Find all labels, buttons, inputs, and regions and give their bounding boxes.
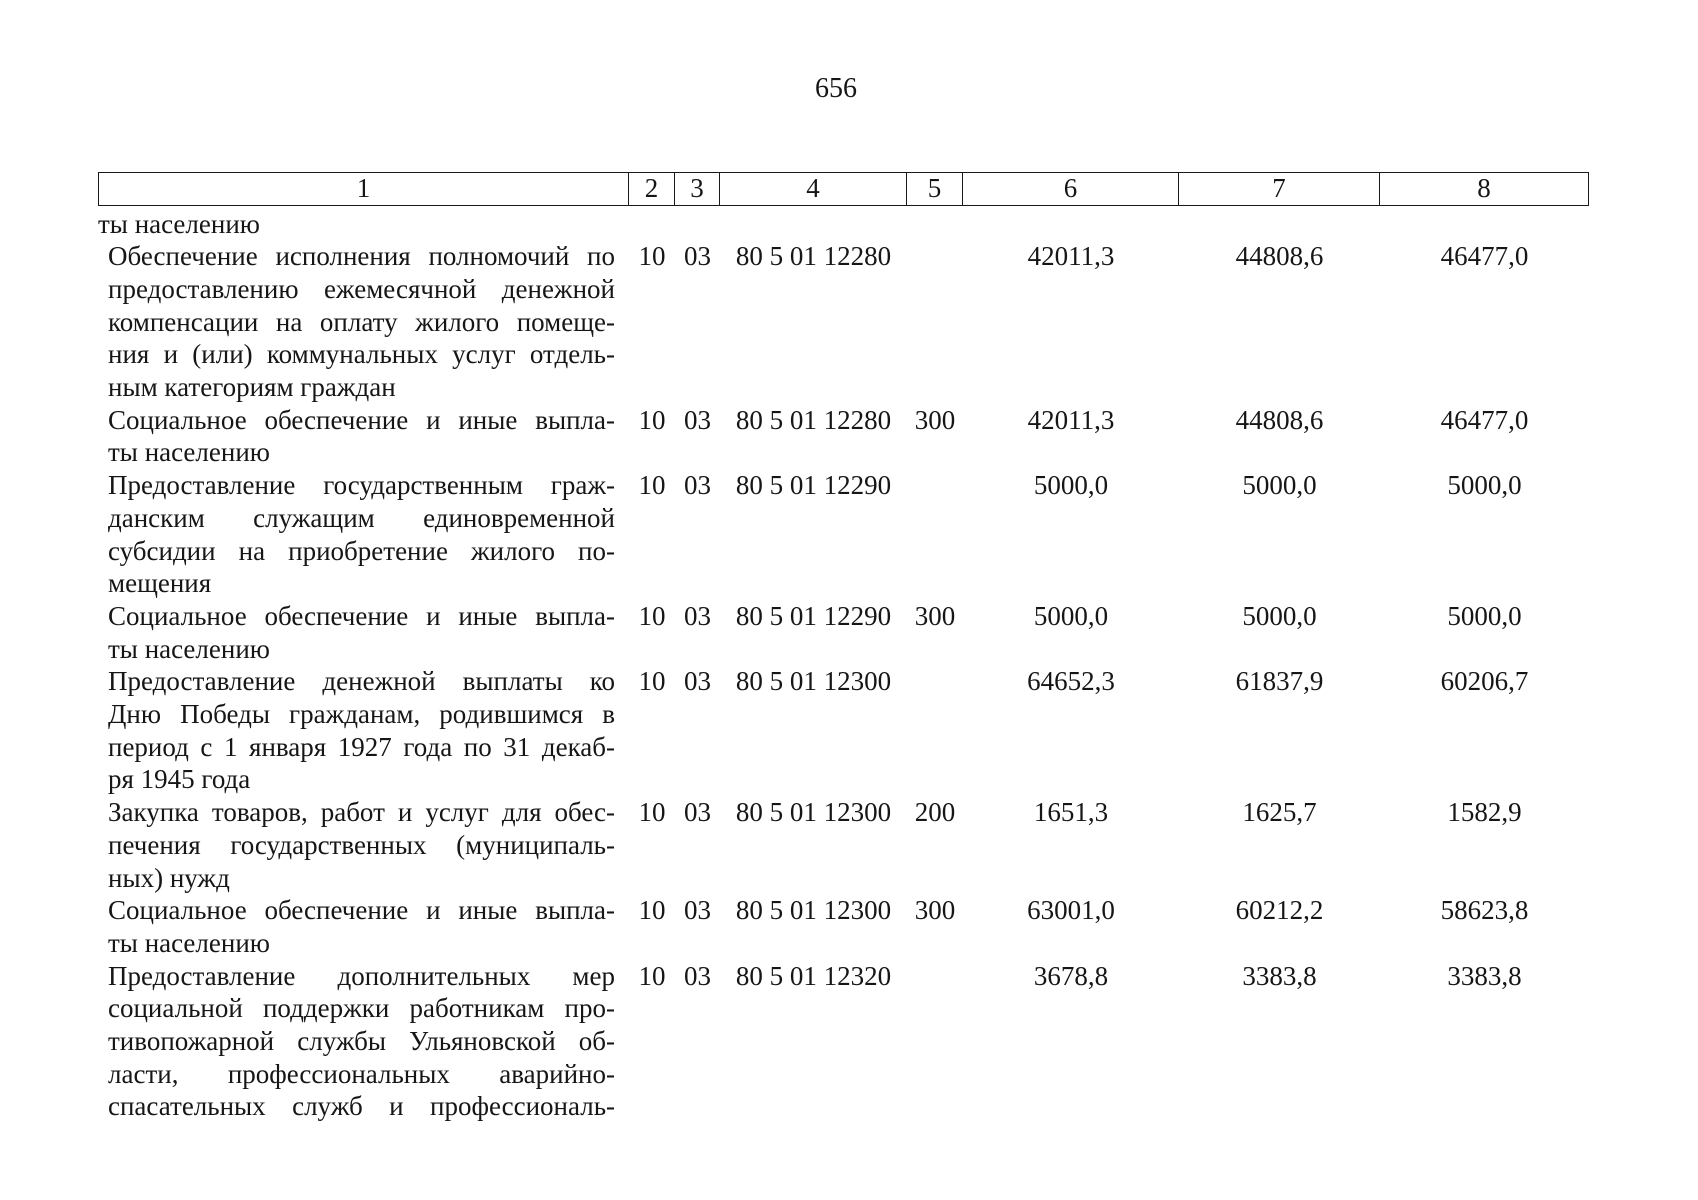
- description-line: данским служащим единовременной: [108, 502, 615, 533]
- column-header: 6: [963, 172, 1179, 206]
- description-line: ния и (или) коммунальных услуг отдель-: [108, 339, 615, 370]
- col3-value: [675, 208, 720, 241]
- description-line: Предоставление денежной выплаты ко: [108, 666, 615, 697]
- col4-value: 80 5 01 12300: [735, 895, 892, 926]
- col6-value: 63001,0: [1027, 895, 1115, 926]
- description-line: тивопожарной службы Ульяновской об-: [108, 1026, 615, 1057]
- table-row: [98, 894, 1589, 959]
- col6-value: [963, 208, 1179, 241]
- col6-value: 42011,3: [1027, 241, 1115, 272]
- table-row: [98, 469, 1589, 600]
- col5-value: [907, 208, 963, 241]
- row-description: [98, 208, 629, 241]
- table-row: [98, 960, 1589, 1124]
- description-line: ты населению: [108, 633, 270, 664]
- description-line: Социальное обеспечение и иные выпла-: [108, 404, 615, 435]
- col5-value: 300: [914, 600, 956, 631]
- col4-value: 80 5 01 12290: [735, 600, 892, 631]
- row-description: [98, 404, 629, 469]
- col2-value: 10: [638, 600, 666, 631]
- description-line: Закупка товаров, работ и услуг для обес-: [108, 797, 615, 828]
- col3-value: 03: [684, 404, 711, 435]
- col7-value: 60212,2: [1235, 895, 1324, 926]
- col4-value: 80 5 01 12280: [735, 241, 892, 272]
- col2-value: 10: [638, 404, 666, 435]
- col8-value: 60206,7: [1440, 666, 1529, 697]
- col8-value: 1582,9: [1447, 797, 1522, 828]
- column-header: 4: [720, 172, 907, 206]
- description-line: мещения: [108, 568, 212, 599]
- col5-value: [907, 469, 963, 600]
- col6-value: 5000,0: [1033, 600, 1109, 631]
- description-line: Социальное обеспечение и иные выпла-: [108, 600, 615, 631]
- col8-value: 5000,0: [1447, 600, 1522, 631]
- col2-value: 10: [638, 797, 666, 828]
- col8-value: [1380, 208, 1589, 241]
- col6-value: 64652,3: [1027, 666, 1115, 697]
- row-description: [98, 469, 629, 600]
- table-row: [98, 208, 1589, 241]
- row-description: [98, 665, 629, 796]
- description-line: Социальное обеспечение и иные выпла-: [108, 895, 615, 926]
- row-description: [98, 600, 629, 665]
- description-line: ря 1945 года: [108, 764, 251, 795]
- description-line: ты населению: [108, 437, 270, 468]
- col5-value: 300: [914, 895, 956, 926]
- page-number: 656: [815, 73, 857, 104]
- col7-value: 61837,9: [1235, 666, 1324, 697]
- description-line: ных) нужд: [108, 862, 230, 893]
- col5-value: 300: [914, 404, 956, 435]
- column-header: 5: [907, 172, 963, 206]
- col4-value: 80 5 01 12280: [735, 404, 892, 435]
- description-line: ты населению: [98, 208, 260, 239]
- col3-value: 03: [684, 470, 711, 501]
- col7-value: 5000,0: [1242, 470, 1317, 501]
- description-line: Предоставление государственным граж-: [108, 470, 615, 501]
- col7-value: 44808,6: [1235, 404, 1324, 435]
- row-description: [98, 960, 629, 1124]
- description-line: ласти, профессиональных аварийно-: [108, 1058, 615, 1089]
- col3-value: 03: [684, 797, 711, 828]
- col3-value: 03: [684, 895, 711, 926]
- data-table: [98, 172, 1589, 1123]
- description-line: ным категориям граждан: [108, 372, 396, 403]
- col2-value: [629, 208, 675, 241]
- column-header: 7: [1179, 172, 1380, 206]
- column-header: 8: [1380, 172, 1589, 206]
- col7-value: 44808,6: [1235, 241, 1324, 272]
- col3-value: 03: [684, 666, 711, 697]
- col8-value: 46477,0: [1440, 241, 1529, 272]
- col6-value: 1651,3: [1033, 797, 1109, 828]
- col4-value: 80 5 01 12300: [735, 666, 892, 697]
- row-description: [98, 240, 629, 404]
- col4-value: 80 5 01 12290: [735, 470, 892, 501]
- description-line: компенсации на оплату жилого помеще-: [108, 306, 615, 337]
- table-row: [98, 404, 1589, 469]
- col5-value: [907, 665, 963, 796]
- description-line: предоставлению ежемесячной денежной: [108, 273, 615, 304]
- row-description: [98, 894, 629, 959]
- col2-value: 10: [638, 895, 666, 926]
- column-header: 3: [675, 172, 720, 206]
- description-line: ты населению: [108, 927, 270, 958]
- description-line: субсидии на приобретение жилого по-: [108, 535, 615, 566]
- col3-value: 03: [684, 960, 711, 991]
- row-description: [98, 796, 629, 894]
- col4-value: [720, 208, 907, 241]
- description-line: спасательных служб и профессиональ-: [108, 1091, 615, 1122]
- col4-value: 80 5 01 12320: [735, 960, 892, 991]
- col6-value: 42011,3: [1027, 404, 1115, 435]
- col8-value: 58623,8: [1440, 895, 1529, 926]
- column-header: 2: [629, 172, 675, 206]
- col8-value: 46477,0: [1440, 404, 1529, 435]
- col2-value: 10: [638, 960, 666, 991]
- col3-value: 03: [684, 241, 711, 272]
- col2-value: 10: [638, 666, 666, 697]
- description-line: Обеспечение исполнения полномочий по: [108, 241, 615, 272]
- col7-value: [1179, 208, 1380, 241]
- description-line: социальной поддержки работникам про-: [108, 993, 615, 1024]
- table-row: [98, 600, 1589, 665]
- col6-value: 5000,0: [1033, 470, 1109, 501]
- description-line: печения государственных (муниципаль-: [108, 829, 615, 860]
- table-row: [98, 796, 1589, 894]
- col7-value: 5000,0: [1242, 600, 1317, 631]
- col7-value: 3383,8: [1242, 960, 1317, 991]
- col4-value: 80 5 01 12300: [735, 797, 892, 828]
- description-line: Предоставление дополнительных мер: [108, 960, 615, 991]
- col6-value: 3678,8: [1033, 960, 1109, 991]
- col2-value: 10: [638, 470, 666, 501]
- col7-value: 1625,7: [1242, 797, 1317, 828]
- table-header-row: [98, 172, 1589, 206]
- col8-value: 5000,0: [1447, 470, 1522, 501]
- table-body: [98, 206, 1589, 1123]
- description-line: Дню Победы гражданам, родившимся в: [108, 699, 615, 730]
- table-row: [98, 240, 1589, 404]
- col5-value: 200: [914, 797, 956, 828]
- col5-value: [907, 960, 963, 1124]
- column-header: 1: [98, 172, 629, 206]
- col3-value: 03: [684, 600, 711, 631]
- description-line: период с 1 января 1927 года по 31 декаб-: [108, 731, 615, 762]
- table-row: [98, 665, 1589, 796]
- col8-value: 3383,8: [1447, 960, 1522, 991]
- col2-value: 10: [638, 241, 666, 272]
- col5-value: [907, 240, 963, 404]
